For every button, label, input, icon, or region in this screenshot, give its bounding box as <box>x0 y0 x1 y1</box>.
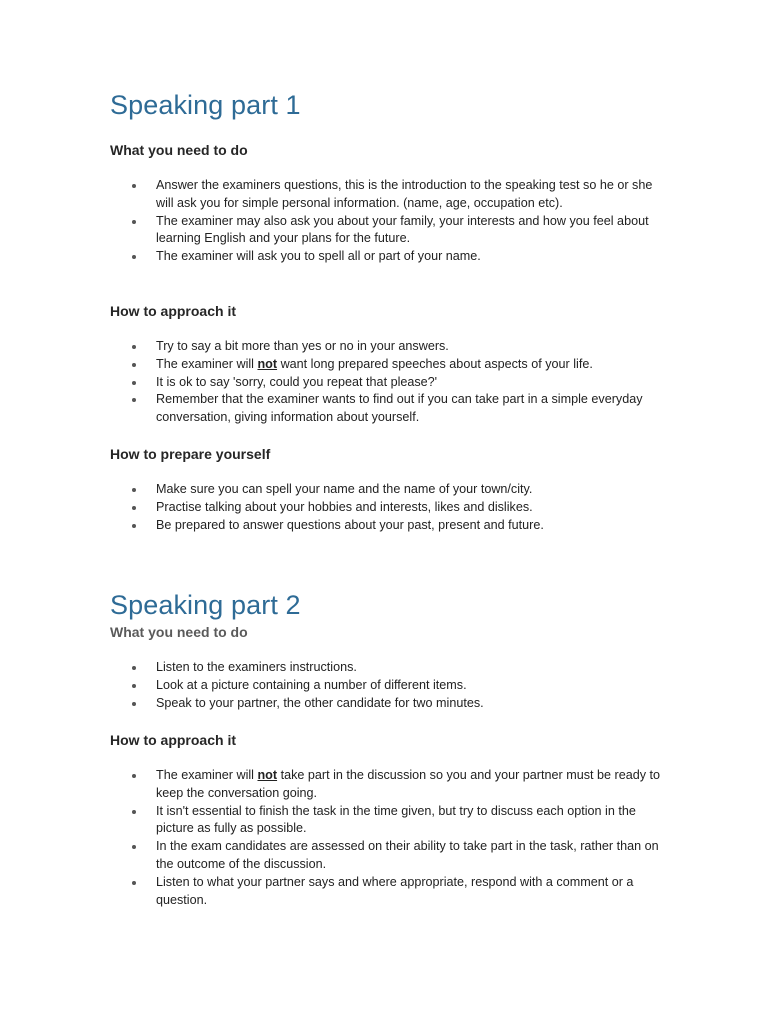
bullet-icon <box>132 810 136 814</box>
list-item: Listen to the examiners instructions. <box>110 659 670 677</box>
list-item: Try to say a bit more than yes or no in your answers. <box>110 338 670 356</box>
heading-what-you-need-to-do: What you need to do <box>110 142 248 158</box>
bullet-icon <box>132 488 136 492</box>
list-item: Remember that the examiner wants to find out if you can take part in a simple everyday conversation, giving information about yourself. <box>110 391 670 427</box>
list-item: Look at a picture containing a number of different items. <box>110 677 670 695</box>
list-item: The examiner will not take part in the discussion so you and your partner must be ready to keep the conversation going. <box>110 767 670 803</box>
list-item: The examiner will not want long prepared speeches about aspects of your life. <box>110 356 670 374</box>
list-item: Listen to what your partner says and where appropriate, respond with a comment or a question. <box>110 874 670 910</box>
bullet-icon <box>132 398 136 402</box>
bullet-icon <box>132 666 136 670</box>
list-item: Answer the examiners questions, this is the introduction to the speaking test so he or she will ask you for simple personal information. (name, age, occupation etc). <box>110 177 670 213</box>
bullet-icon <box>132 363 136 367</box>
bullet-icon <box>132 220 136 224</box>
list-how-to-approach-it <box>110 767 670 909</box>
bullet-icon <box>132 381 136 385</box>
section-title-part2: Speaking part 2 <box>110 590 301 620</box>
list-item: Practise talking about your hobbies and interests, likes and dislikes. <box>110 499 670 517</box>
list-item: It isn't essential to finish the task in the time given, but try to discuss each option in the picture as fully as possible. <box>110 803 670 839</box>
bullet-icon <box>132 684 136 688</box>
list-how-to-prepare-yourself <box>110 481 670 534</box>
bullet-icon <box>132 255 136 259</box>
bullet-icon <box>132 524 136 528</box>
heading-how-to-approach-it: How to approach it <box>110 732 236 748</box>
list-item: Speak to your partner, the other candidate for two minutes. <box>110 695 670 713</box>
bullet-icon <box>132 184 136 188</box>
section-title-part1: Speaking part 1 <box>110 90 301 120</box>
list-item: The examiner will ask you to spell all or part of your name. <box>110 248 670 266</box>
bullet-icon <box>132 774 136 778</box>
heading-what-you-need-to-do: What you need to do <box>110 624 248 640</box>
list-how-to-approach-it <box>110 338 670 427</box>
heading-how-to-approach-it: How to approach it <box>110 303 236 319</box>
bullet-icon <box>132 345 136 349</box>
bullet-icon <box>132 881 136 885</box>
list-item: It is ok to say 'sorry, could you repeat that please?' <box>110 374 670 392</box>
list-item: Be prepared to answer questions about your past, present and future. <box>110 517 670 535</box>
emphasis-not: not <box>257 768 278 782</box>
heading-how-to-prepare-yourself: How to prepare yourself <box>110 446 271 462</box>
list-what-you-need-to-do <box>110 177 670 266</box>
emphasis-not: not <box>257 356 278 371</box>
bullet-icon <box>132 702 136 706</box>
list-item: In the exam candidates are assessed on their ability to take part in the task, rather than on the outcome of the discussion. <box>110 838 670 874</box>
list-what-you-need-to-do <box>110 659 670 712</box>
list-item: The examiner may also ask you about your family, your interests and how you feel about learning English and your plans for the future. <box>110 213 670 249</box>
bullet-icon <box>132 506 136 510</box>
list-item: Make sure you can spell your name and the name of your town/city. <box>110 481 670 499</box>
bullet-icon <box>132 845 136 849</box>
